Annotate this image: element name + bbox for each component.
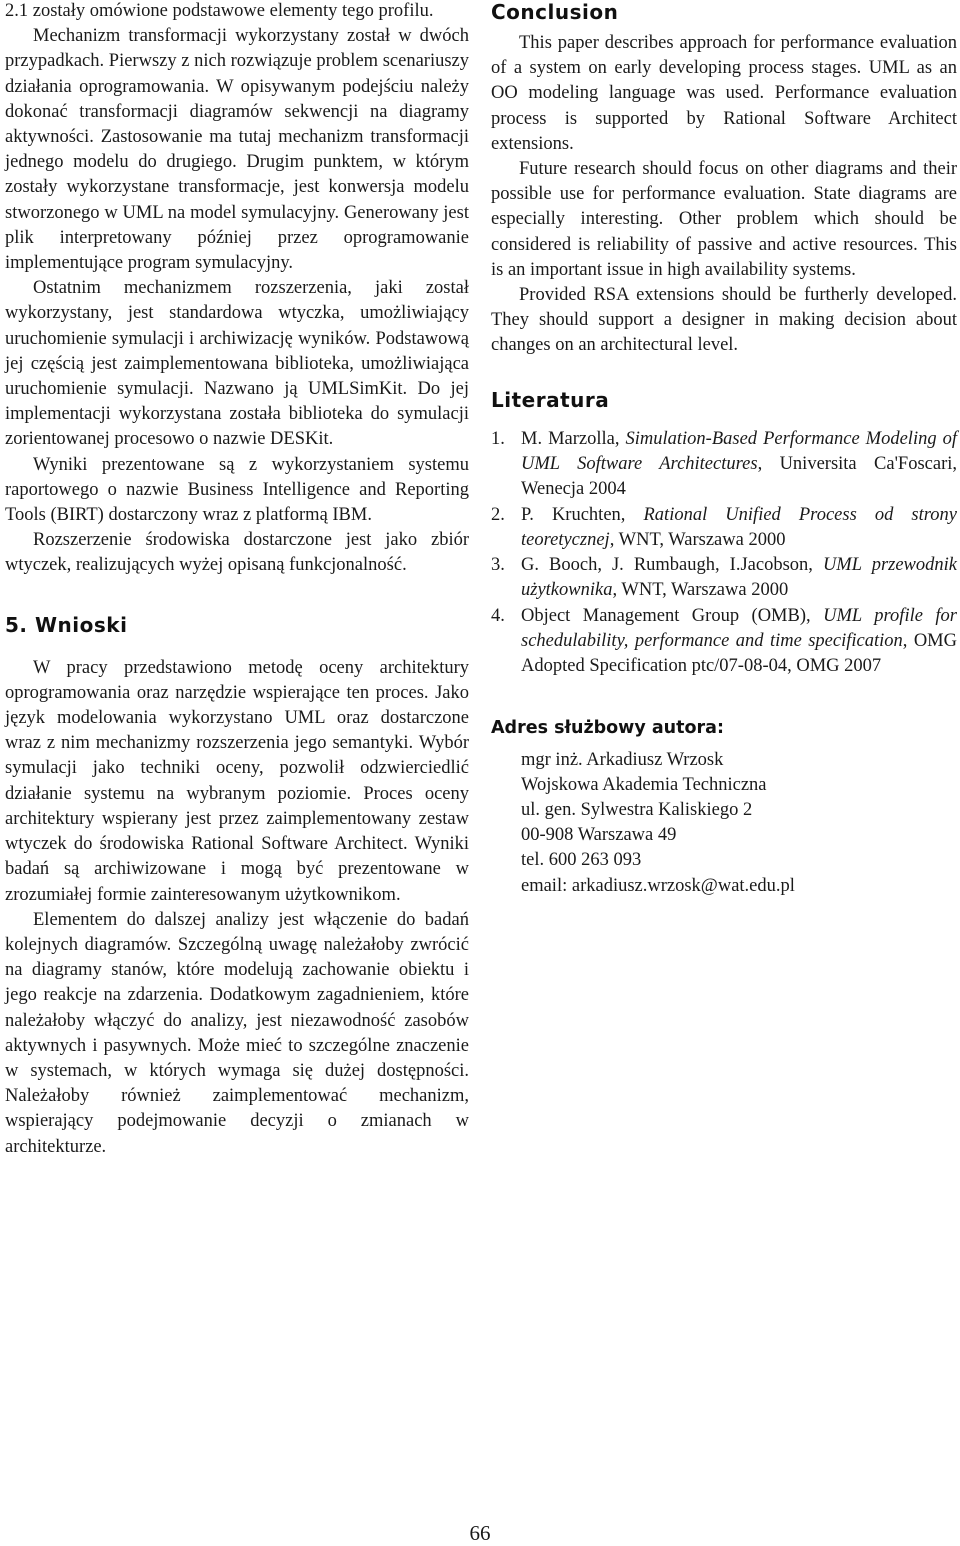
conclusion-heading: Conclusion (491, 0, 619, 24)
reference-authors: P. Kruchten, (521, 504, 644, 525)
reference-title: Rational Unified Process od strony teoretycznej (521, 504, 957, 550)
reference-title: UML profile for schedulability, performance and time specification (521, 605, 957, 652)
conclusion-paragraph: Provided RSA extensions should be furtherly developed. They should support a designer in making decision about changes on an architectural level. (491, 285, 957, 356)
references-list (491, 427, 957, 680)
body-paragraph: 2.1 zostały omówione podstawowe elementy tego profilu. (5, 1, 434, 21)
reference-number: 3. (491, 555, 505, 576)
address-phone: tel. 600 263 093 (521, 850, 642, 871)
reference-number: 1. (491, 428, 505, 449)
left-column (5, 0, 469, 1160)
address-heading: Adres służbowy autora: (491, 717, 724, 738)
reference-publisher: , WNT, Warszawa 2000 (612, 580, 789, 601)
address-street: ul. gen. Sylwestra Kaliskiego 2 (521, 800, 753, 821)
reference-item (491, 503, 957, 554)
reference-number: 4. (491, 605, 505, 626)
right-column (491, 0, 957, 899)
conclusion-paragraph: This paper describes approach for performance evaluation of a system on early developing process stages. UML as an OO modeling language was used. Performance evaluation process is supported by Rational Software Architect extensions. (491, 33, 957, 154)
reference-item (491, 604, 957, 680)
reference-number: 2. (491, 504, 505, 525)
body-paragraph: Mechanizm transformacji wykorzystany został w dwóch przypadkach. Pierwszy z nich rozwiązuje problem scenariuszy działania oprogramowania. W opisywanym podejściu należy dokonać transformacji diagramów sekwencji na diagramy aktywności. Zastosowanie ma tutaj mechanizm transformacji jednego modelu do drugiego. Drugim punktem, w którym zostały wykorzystane transformacje, jest konwersja modelu stworzonego w UML na model symulacyjny. Generowany jest plik interpretowany później przez oprogramowanie implementujące program symulacyjny. (5, 26, 469, 274)
reference-authors: G. Booch, J. Rumbaugh, I.Jacobson, (521, 555, 823, 576)
author-address (491, 748, 957, 899)
section-heading: 5. Wnioski (5, 612, 128, 637)
conclusion-paragraph: Future research should focus on other diagrams and their possible use for performance evaluation. State diagrams are especially interesting. Other problem which should be considered is reliability of passive and active resources. This is an important issue in high availability systems. (491, 159, 957, 280)
address-email: email: arkadiusz.wrzosk@wat.edu.pl (521, 875, 795, 896)
reference-authors: M. Marzolla, (521, 428, 626, 449)
reference-title: Simulation-Based Performance Modeling of UML Software Architectures (521, 428, 957, 474)
body-paragraph: Rozszerzenie środowiska dostarczone jest jako zbiór wtyczek, realizujących wyżej opisaną funkcjonalność. (5, 530, 469, 576)
body-paragraph: Wyniki prezentowane są z wykorzystaniem systemu raportowego o nazwie Business Intelligence and Reporting Tools (BIRT) dostarczony wraz z platformą IBM. (5, 454, 469, 526)
body-paragraph: Ostatnim mechanizmem rozszerzenia, jaki został wykorzystany, jest standardowa wtyczka, umożliwiający uruchomienie symulacji i archiwizację wyników. Podstawową jej częścią jest zaimplementowana biblioteka, umożliwiająca uruchomienie symulacji. Nazwano ją UMLSimKit. Do jej implementacji wykorzystana została biblioteka do symulacji zorientowanej procesowo o nazwie DESKit. (5, 278, 469, 450)
body-paragraph: W pracy przedstawiono metodę oceny architektury oprogramowania oraz narzędzie wspierające ten proces. Jako język modelowania wykorzystano UML oraz dostarczone wraz z nim mechanizmy rozszerzenia jego semantyki. Wybór symulacji jako techniki oceny, pozwolił odzwierciedlić działanie systemu na wybranym poziomie. Proces oceny architektury wspierany jest przez zaimplementowany zestaw wtyczek do środowiska Rational Software Architect. Wyniki badań są archiwizowane i mogą być prezentowane w zrozumiałej formie zainteresowanym użytkownikom. (5, 657, 469, 905)
reference-title: UML przewodnik użytkownika (521, 555, 957, 601)
reference-item (491, 553, 957, 604)
reference-authors: Object Management Group (OMB), (521, 605, 824, 626)
reference-publisher: , Universita Ca'Foscari, Wenecja 2004 (521, 453, 957, 500)
author-name: mgr inż. Arkadiusz Wrzosk (521, 749, 724, 770)
reference-item (491, 427, 957, 503)
reference-publisher: , OMG Adopted Specification ptc/07-08-04, OMG 2007 (521, 631, 957, 677)
references-heading: Literatura (491, 387, 610, 412)
reference-publisher: , WNT, Warszawa 2000 (609, 529, 786, 550)
page-number: 66 (469, 1521, 491, 1545)
address-institution: Wojskowa Akademia Techniczna (521, 774, 767, 795)
address-city: 00-908 Warszawa 49 (521, 825, 677, 846)
body-paragraph: Elementem do dalszej analizy jest włączenie do badań kolejnych diagramów. Szczególną uwagę należałoby zwrócić na diagramy stanów, które modelują zachowanie obiektu i jego reakcje na zdarzenia. Dodatkowym zagadnieniem, które należałoby włączyć do analizy, jest niezawodność zasobów aktywnych i pasywnych. Może mieć to szczególne znaczenie w systemach, w których wymaga się dużej dostępności. Należałoby również zaimplementować mechanizm, wspierający podejmowanie decyzji o zmianach w architekturze. (5, 909, 469, 1157)
